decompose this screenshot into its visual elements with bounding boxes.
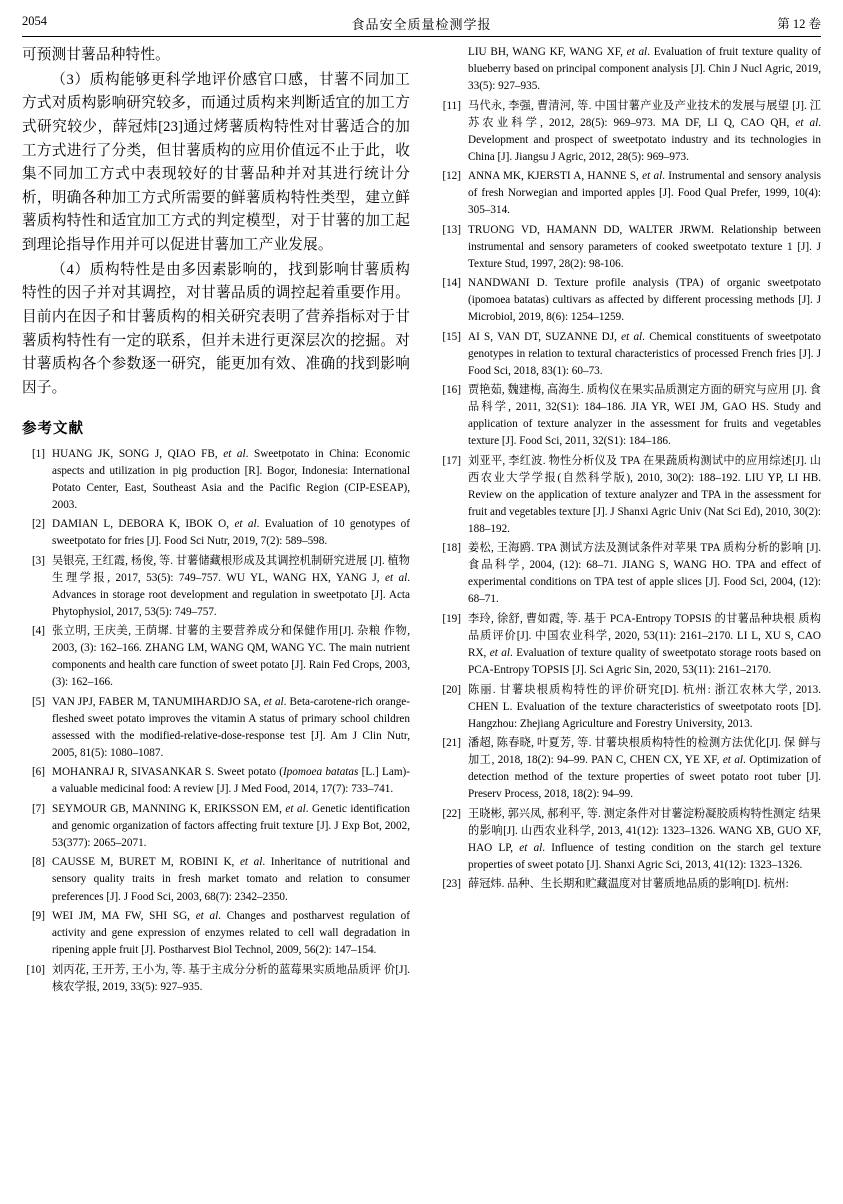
references-heading: 参考文献 [22, 420, 84, 437]
reference-item [22, 553, 410, 621]
reference-item [438, 876, 821, 893]
page-header [22, 14, 821, 36]
reference-number: [10] [26, 963, 45, 976]
reference-number: [23] [442, 878, 461, 891]
reference-number: [15] [442, 330, 461, 343]
reference-text: VAN JPJ, FABER M, TANUMIHARDJO SA, et al. Beta-carotene-rich orange-fleshed sweet potato improves the vitamin A status of primary school children assessed with the modified-relative-dose-response test [J]. Am J Clin Nutr, 2005, 81(5): 1080–1087. [52, 695, 410, 759]
header-volume: 第 12 卷 [777, 17, 821, 31]
reference-text: 吴银亮, 王红霞, 杨俊, 等. 甘薯储藏根形成及其调控机制研究进展 [J]. 植物生理学报, 2017, 53(5): 749–757. WU YL, WANG HX, YANG J, et al. Advances in storage root development and regulation in sweetpotato [J]. Acta Phytophysiol, 2017, 53(5): 749–757. [52, 554, 410, 618]
reference-text: 王晓彬, 郭兴凤, 郝利平, 等. 测定条件对甘薯淀粉凝胶质构特性测定 结果的影响[J]. 山西农业科学, 2013, 41(12): 1323–1326. WANG XB, GUO XF, HAO LP, et al. Influence of testing condition on the starch gel texture properties of sweet potato [J]. Shanxi Agric Sci, 2013, 41(12): 1323–1326. [468, 807, 821, 871]
reference-item [438, 44, 821, 95]
reference-number: [16] [442, 384, 461, 397]
reference-number: [17] [442, 454, 461, 467]
reference-text: 刘亚平, 李红波. 物性分析仪及 TPA 在果蔬质构测试中的应用综述[J]. 山西农业大学学报(自然科学版), 2010, 30(2): 188–192. LIU YP, LI HB. Review on the application of texture analyzer and TPA in the assessment for fruit and vegetables texture [J]. J Shanxi Agric Univ (Nat Sci Ed), 2010, 30(2): 188–192. [468, 454, 821, 535]
reference-text: 刘丙花, 王开芳, 王小为, 等. 基于主成分分析的蓝莓果实质地品质评 价[J]. 核农学报, 2019, 33(5): 927–935. [52, 963, 410, 993]
reference-text: 李玲, 徐舒, 曹如霞, 等. 基于 PCA-Entropy TOPSIS 的甘薯品种块根 质构品质评价[J]. 中国农业科学, 2020, 53(11): 2161–2170. LI L, XU S, CAO RX, et al. Evaluation of texture quality of sweetpotato storage roots based on PCA-Entropy TOPSIS [J]. Sci Agric Sin, 2020, 53(11): 2161–2170. [468, 613, 821, 677]
header-journal-title: 食品安全质量检测学报 [351, 17, 492, 32]
reference-number: [12] [442, 170, 461, 183]
reference-text: TRUONG VD, HAMANN DD, WALTER JRWM. Relationship between instrumental and sensory parameters of cooked sweetpotato texture 1 [J]. J Texture Stud, 1997, 28(2): 98-106. [468, 223, 821, 270]
reference-number: [18] [442, 542, 461, 555]
reference-list-right [438, 44, 821, 893]
reference-item [438, 168, 821, 219]
reference-number: [1] [31, 447, 45, 460]
reference-item [438, 329, 821, 380]
reference-item [438, 735, 821, 803]
reference-list-left [22, 446, 410, 996]
reference-item [438, 611, 821, 679]
reference-text: SEYMOUR GB, MANNING K, ERIKSSON EM, et al. Genetic identification and genomic organization of factors affecting fruit texture [J]. J Exp Bot, 2002, 53(377): 2065–2071. [52, 802, 410, 849]
reference-text: NANDWANI D. Texture profile analysis (TPA) of organic sweetpotato (ipomoea batatas) cultivars as affected by different processing methods [J]. J Microbiol, 2019, 8(6): 1254–1259. [468, 277, 821, 324]
reference-item [22, 854, 410, 905]
reference-text: 薛冠炜. 品种、生长期和贮藏温度对甘薯质地品质的影响[D]. 杭州: [468, 878, 789, 891]
reference-number: [21] [442, 737, 461, 750]
reference-number: [3] [31, 554, 45, 567]
reference-item [22, 764, 410, 798]
reference-text: 贾艳茹, 魏建梅, 高海生. 质构仪在果实品质测定方面的研究与应用 [J]. 食品科学, 2011, 32(S1): 184–186. JIA YR, WEI JM, GAO HS. Study and application of texture analyzer in the assessment for fruits and vegetables texture [J]. Food Sci, 2011, 32(S1): 184–186. [468, 384, 821, 448]
reference-number: [19] [442, 613, 461, 625]
reference-number: [5] [31, 695, 45, 708]
reference-item [438, 98, 821, 166]
two-column-layout [22, 44, 821, 1196]
reference-text: CAUSSE M, BURET M, ROBINI K, et al. Inheritance of nutritional and sensory quality traits in fresh market tomato and relation to consumer preferences [J]. J Food Sci, 2003, 68(7): 2342–2350. [52, 856, 411, 903]
paragraph: 可预测甘薯品种特性。 [22, 47, 170, 63]
reference-text: MOHANRAJ R, SIVASANKAR S. Sweet potato (Ipomoea batatas [L.] Lam)-a valuable medicinal food: A review [J]. J Med Food, 2014, 17(7): 733–741. [52, 766, 410, 796]
reference-text: 陈丽. 甘薯块根质构特性的评价研究[D]. 杭州: 浙江农林大学, 2013. CHEN L. Evaluation of the texture characteristics of sweetpotato roots [D]. Hangzhou: Zhejiang Agriculture and Forestry University, 2013. [468, 683, 821, 730]
reference-text: 姜松, 王海鸥. TPA 测试方法及测试条件对苹果 TPA 质构分析的影响 [J]. 食品科学, 2004, (12): 68–71. JIANG S, WANG HO. TPA and effect of experimental conditions on TPA test of apple slices [J]. Food Sci, 2004, (12): 68–71. [468, 542, 821, 606]
reference-number [438, 44, 468, 95]
paragraph: （4）质构特性是由多因素影响的，找到影响甘薯质构特性的因子并对其调控，对甘薯品质的调控起着重要作用。目前内在因子和甘薯质构的相关研究表明了营养指标对于甘薯质构特性有一定的联系，但并未进行更深层次的挖掘。对甘薯质构各个参数逐一研究，能更加有效、准确的找到影响因子。 [22, 261, 410, 396]
reference-item [22, 623, 410, 691]
reference-item [22, 446, 410, 514]
reference-item [438, 540, 821, 608]
reference-number: [8] [31, 856, 45, 869]
reference-number: [2] [31, 518, 45, 531]
reference-item [438, 453, 821, 538]
left-column [22, 44, 410, 1196]
reference-item [22, 694, 410, 762]
reference-item [22, 908, 410, 959]
reference-number: [13] [442, 223, 461, 236]
header-page-number: 2054 [22, 14, 47, 28]
header-divider [22, 36, 821, 37]
reference-text: DAMIAN L, DEBORA K, IBOK O, et al. Evaluation of 10 genotypes of sweetpotato for fries [J]. Food Sci Nutr, 2019, 7(2): 589–598. [52, 518, 410, 548]
reference-text: WEI JM, MA FW, SHI SG, et al. Changes and postharvest regulation of activity and gene expression of enzymes related to cell wall degradation in ripening apple fruit [J]. Postharvest Biol Technol, 2009, 56(2): 147–154. [52, 910, 410, 957]
reference-text: AI S, VAN DT, SUZANNE DJ, et al. Chemical constituents of sweetpotato genotypes in relation to textural characteristics of processed French fries [J]. J Food Sci, 2018, 83(1): 60–73. [468, 330, 821, 377]
reference-item [438, 382, 821, 450]
reference-number: [4] [31, 625, 45, 638]
reference-text: 马代永, 李强, 曹清河, 等. 中国甘薯产业及产业技术的发展与展望 [J]. 江苏农业科学, 2012, 28(5): 969–973. MA DF, LI Q, CAO QH, et al. Development and prospect of sweetpotato industry and its technologies in China [J]. Jiangsu J Agric, 2012, 28(5): 969–973. [468, 99, 821, 163]
reference-item [22, 801, 410, 852]
reference-number: [7] [31, 802, 45, 815]
reference-item [22, 962, 410, 996]
reference-number: [6] [31, 766, 45, 779]
reference-number: [20] [442, 683, 461, 696]
reference-item [438, 682, 821, 733]
reference-item [438, 222, 821, 273]
reference-text: 潘超, 陈春晓, 叶夏芳, 等. 甘薯块根质构特性的检测方法优化[J]. 保 鲜与加工, 2018, 18(2): 94–99. PAN C, CHEN CX, YE XF, et al. Optimization of detection method of the texture properties of sweet potato root tuber [J]. Preserv Process, 2018, 18(2): 94–99. [468, 737, 821, 801]
reference-number: [22] [442, 807, 461, 820]
reference-text: LIU BH, WANG KF, WANG XF, et al. Evaluation of fruit texture quality of blueberry based on principal component analysis [J]. Chin J Nucl Agric, 2019, 33(5): 927–935. [468, 46, 822, 93]
reference-item [22, 516, 410, 550]
reference-text: 张立明, 王庆美, 王荫墀. 甘薯的主要营养成分和保健作用[J]. 杂粮 作物, 2003, (3): 162–166. ZHANG LM, WANG QM, WANG YC. The main nutrient components and health care function of sweet potato [J]. Rain Fed Crops, 2003, (3): 162–166. [52, 625, 410, 689]
reference-text: ANNA MK, KJERSTI A, HANNE S, et al. Instrumental and sensory analysis of fresh Norwegian and imported apples [J]. Food Qual Prefer, 1999, 10(4): 305–314. [468, 170, 822, 217]
reference-number: [9] [31, 910, 45, 923]
reference-number: [14] [442, 277, 461, 290]
reference-item [438, 806, 821, 874]
reference-item [438, 275, 821, 326]
reference-text: HUANG JK, SONG J, QIAO FB, et al. Sweetpotato in China: Economic aspects and utilization in pig production [R]. Bogor, Indonesia: International Potato Center, East, Southeast Asia and the Pacific Region (CIP-ESEAP), 2003. [52, 447, 410, 511]
right-column [438, 44, 821, 1196]
reference-number: [11] [442, 99, 461, 112]
paragraph: （3）质构能够更科学地评价感官口感，甘薯不同加工方式对质构影响研究较多，而通过质构来判断适宜的加工方式研究较少，薛冠炜[23]通过烤薯质构特性对甘薯适合的加工方式进行了分类，但甘薯质构的应用价值远不止于此，收集不同加工方式中表现较好的甘薯品种并对其进行统计分析，明确各种加工方式所需要的鲜薯质构特性类型，建立鲜薯质构特性和适宜加工方式的判定模型，对于甘薯的加工起到理论指导作用并可以促进甘薯加工产业发展。 [22, 71, 410, 254]
